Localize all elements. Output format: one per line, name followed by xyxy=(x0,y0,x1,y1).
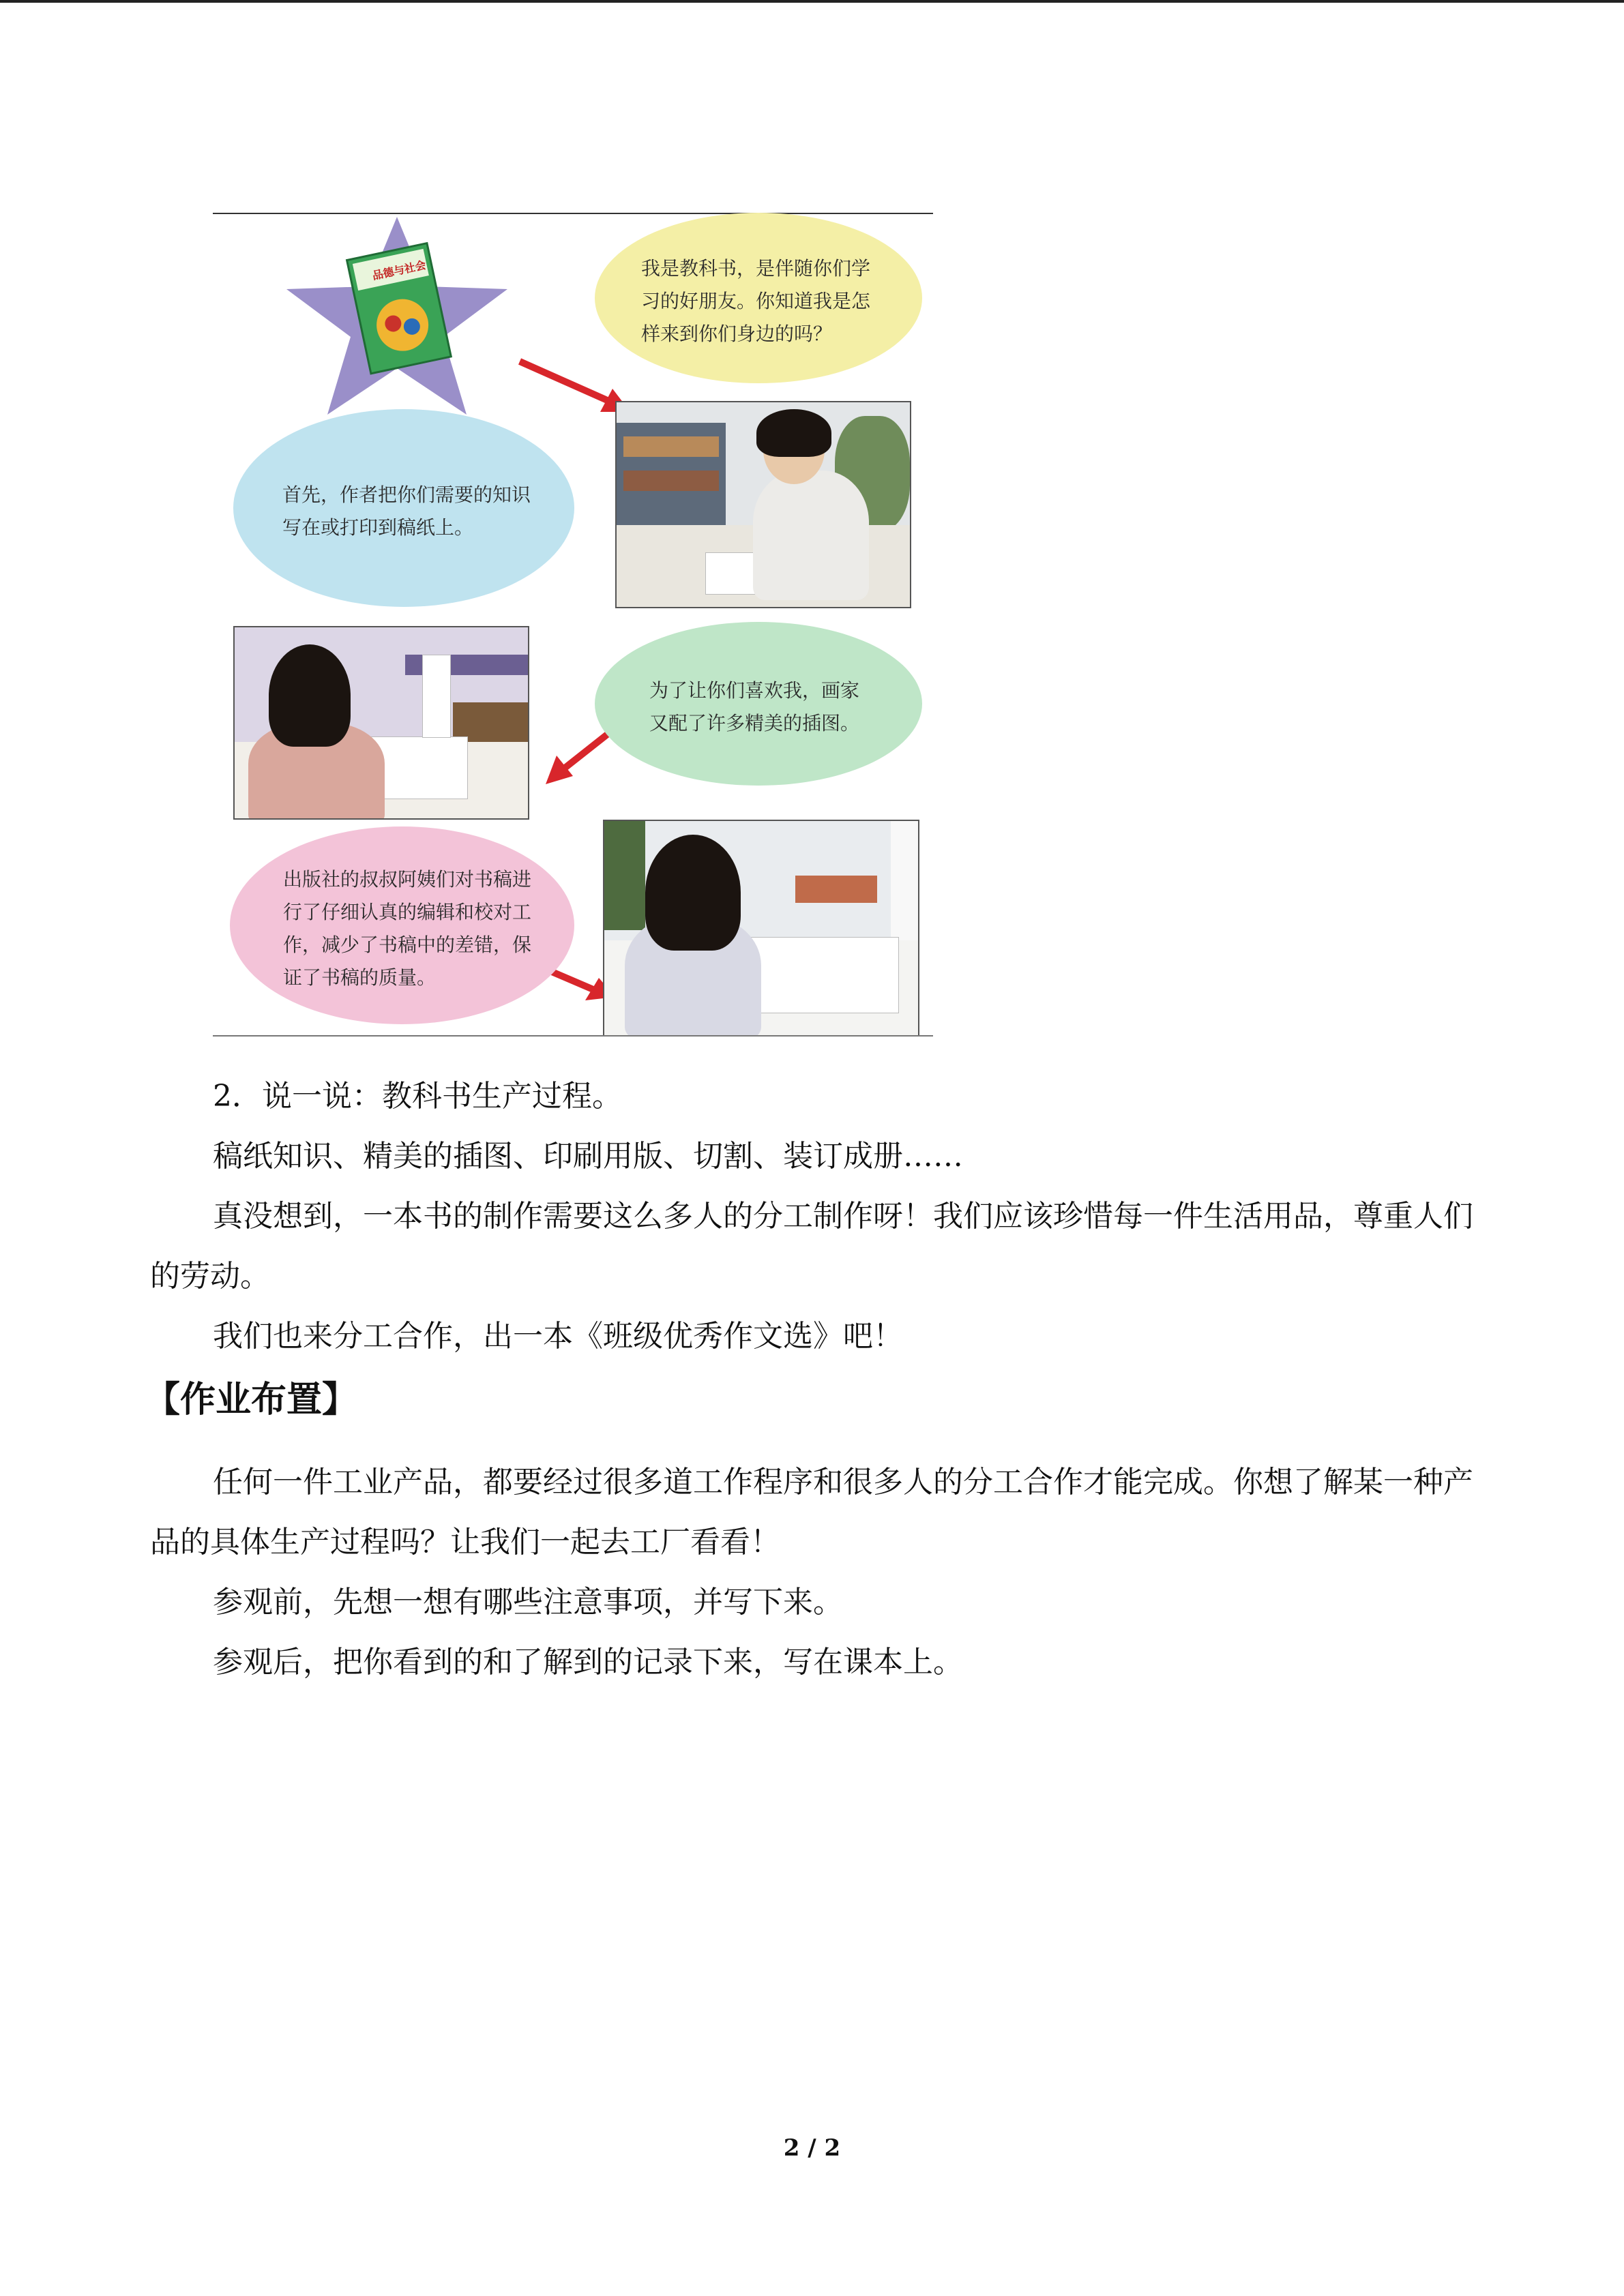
arrowhead-2 xyxy=(546,756,573,784)
collaboration-line: 我们也来分工合作，出一本《班级优秀作文选》吧！ xyxy=(213,1319,903,1354)
homework-paragraph-3: 参观后，把你看到的和了解到的记录下来，写在课本上。 xyxy=(213,1645,963,1680)
lesson-body xyxy=(150,1067,1487,1367)
bubble-editor-text: 出版社的叔叔阿姨们对书稿进行了仔细认真的编辑和校对工作，减少了书稿中的差错，保证了书稿的质量。 xyxy=(283,868,532,989)
figure-bottom-border xyxy=(213,1035,933,1037)
item-2-line: 2．说一说：教科书生产过程。 xyxy=(213,1079,622,1114)
textbook-production-illustration xyxy=(213,213,933,1037)
photo-illustrator-drawing xyxy=(233,626,529,820)
page-number: 2 / 2 xyxy=(783,2134,841,2162)
speech-bubble-editor xyxy=(230,826,574,1024)
bubble-illustrator-text: 为了让你们喜欢我，画家又配了许多精美的插图。 xyxy=(649,679,860,734)
arrow-1 xyxy=(520,361,612,402)
photo-editor-proofreading xyxy=(603,820,919,1037)
speech-bubble-illustrator xyxy=(595,622,922,786)
production-steps-line: 稿纸知识、精美的插图、印刷用版、切割、装订成册…… xyxy=(213,1139,963,1174)
photo-author-writing xyxy=(615,401,911,608)
homework-paragraph-2: 参观前，先想一想有哪些注意事项，并写下来。 xyxy=(213,1585,843,1620)
speech-bubble-author xyxy=(233,409,574,607)
homework-paragraph-1: 任何一件工业产品，都要经过很多道工作程序和很多人的分工合作才能完成。你想了解某一种产品的具体生产过程吗？让我们一起去工厂看看！ xyxy=(150,1465,1473,1560)
homework-heading: 【作业布置】 xyxy=(145,1380,358,1420)
homework-body xyxy=(150,1452,1487,1693)
bubble-author-text: 首先，作者把你们需要的知识写在或打印到稿纸上。 xyxy=(282,483,531,539)
reflection-paragraph: 真没想到，一本书的制作需要这么多人的分工制作呀！我们应该珍惜每一件生活用品，尊重人们的劳动。 xyxy=(150,1199,1473,1294)
book-cover-title: 品德与社会 xyxy=(371,258,428,283)
bubble-intro-text: 我是教科书，是伴随你们学习的好朋友。你知道我是怎样来到你们身边的吗？ xyxy=(641,257,871,345)
page-top-rule xyxy=(0,0,1624,3)
